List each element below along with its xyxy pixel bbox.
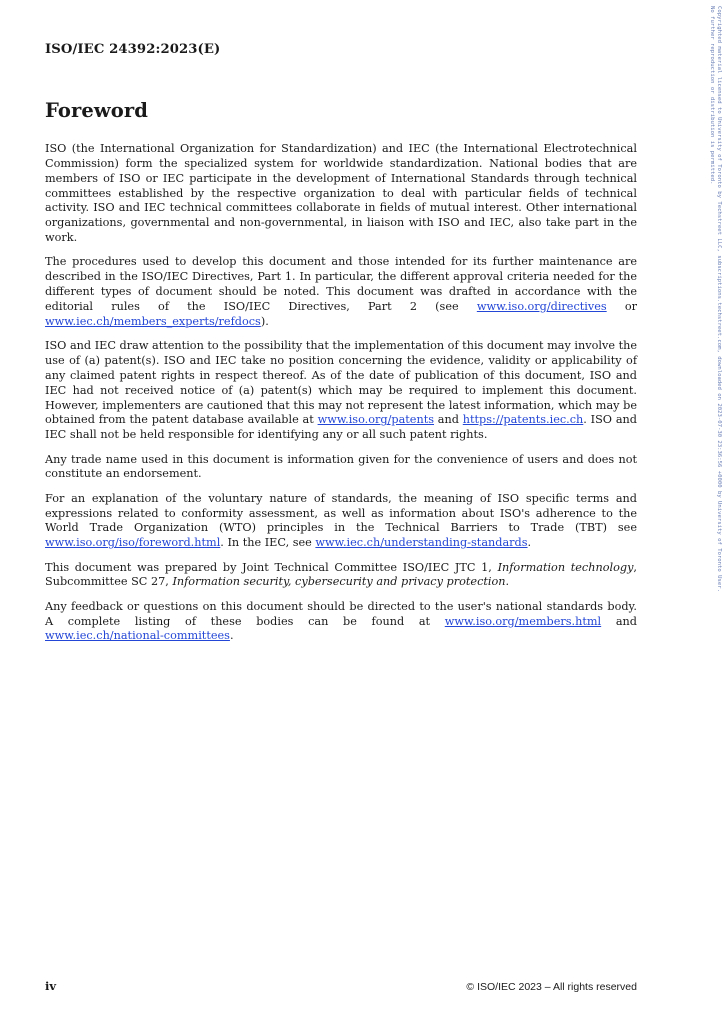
reference-link[interactable]: www.iso.org/directives: [476, 299, 607, 313]
paragraph-text: This document was prepared by Joint Technical Committee ISO/IEC JTC 1,: [45, 560, 498, 574]
italic-title: Information technology: [497, 560, 634, 574]
paragraph-text: and: [601, 614, 638, 628]
reference-link[interactable]: www.iec.ch/national-committees: [45, 629, 230, 643]
foreword-paragraph: [45, 600, 637, 645]
foreword-paragraph: [45, 561, 637, 591]
paragraph-text: The procedures used to develop this document and those intended for its further maintenance are described in the ISO/IEC Directives, Part 1. In particular, the different approval criteria needed for the different types of document should be noted. This document was drafted in accordance with the editorial rules of the ISO/IEC Directives, Part 2 (see: [45, 255, 637, 313]
paragraph-text: .: [505, 575, 510, 589]
copyright-notice: © ISO/IEC 2023 – All rights reserved: [466, 981, 637, 993]
foreword-paragraph: [45, 492, 637, 551]
watermark-line-2: No further reproduction or distribution is permitted.: [709, 6, 715, 185]
foreword-paragraph: [45, 142, 637, 246]
foreword-heading: Foreword: [45, 99, 148, 122]
reference-link[interactable]: www.iso.org/patents: [317, 413, 435, 427]
document-identifier: ISO/IEC 24392:2023(E): [45, 42, 221, 57]
reference-link[interactable]: https://patents.iec.ch: [462, 413, 584, 427]
paragraph-text: ).: [260, 314, 269, 328]
reference-link[interactable]: www.iso.org/iso/foreword.html: [45, 536, 221, 550]
paragraph-text: . In the IEC, see: [220, 536, 316, 550]
foreword-paragraph: [45, 453, 637, 483]
paragraph-text: , Subcommittee SC 27,: [45, 560, 637, 589]
paragraph-text: . ISO and IEC shall not be held responsible for identifying any or all such patent rights.: [45, 413, 637, 442]
paragraph-text: .: [229, 629, 234, 643]
reference-link[interactable]: www.iso.org/members.html: [444, 614, 602, 628]
paragraph-text: Any trade name used in this document is information given for the convenience of users and does not constitute an endorsement.: [45, 452, 637, 481]
watermark-line-1: Copyrighted material licensed to University of Toronto by Techstreet LLC, subscriptions.techstreet.com, downloaded on 2023-07-30 23:36:56 +0000 by University of Toronto User.: [716, 6, 722, 592]
paragraph-text: ISO and IEC draw attention to the possibility that the implementation of this document may involve the use of (a) patent(s). ISO and IEC take no position concerning the evidence, validity or applicability of any claimed patent rights in respect thereof. As of the date of publication of this document, ISO and IEC had not received notice of (a) patent(s) which may be required to implement this document. However, implementers are cautioned that this may not represent the latest information, which may be obtained from the patent database available at: [45, 339, 637, 427]
foreword-body: [45, 142, 637, 644]
page-number: iv: [45, 979, 57, 993]
paragraph-text: .: [527, 536, 532, 550]
italic-title: Information security, cybersecurity and privacy protection: [172, 575, 506, 589]
foreword-paragraph: [45, 255, 637, 329]
paragraph-text: For an explanation of the voluntary nature of standards, the meaning of ISO specific terms and expressions related to conformity assessment, as well as information about ISO's adherence to the World Trade Organization (WTO) principles in the Technical Barriers to Trade (TBT) see: [45, 491, 637, 535]
foreword-paragraph: [45, 339, 637, 443]
paragraph-text: Any feedback or questions on this document should be directed to the user's national standards body. A complete listing of these bodies can be found at: [45, 599, 637, 628]
reference-link[interactable]: www.iec.ch/members_experts/refdocs: [45, 314, 261, 328]
paragraph-text: or: [606, 299, 638, 313]
reference-link[interactable]: www.iec.ch/understanding-standards: [315, 536, 528, 550]
paragraph-text: and: [434, 413, 463, 427]
paragraph-text: ISO (the International Organization for Standardization) and IEC (the International Electrotechnical Commission) form the specialized system for worldwide standardization. National bodies that are members of ISO or IEC participate in the development of International Standards through technical committees established by the respective organization to deal with particular fields of technical activity. ISO and IEC technical committees collaborate in fields of mutual interest. Other international organizations, governmental and non-governmental, in liaison with ISO and IEC, also take part in the work.: [45, 142, 637, 245]
license-watermark: [708, 6, 722, 592]
